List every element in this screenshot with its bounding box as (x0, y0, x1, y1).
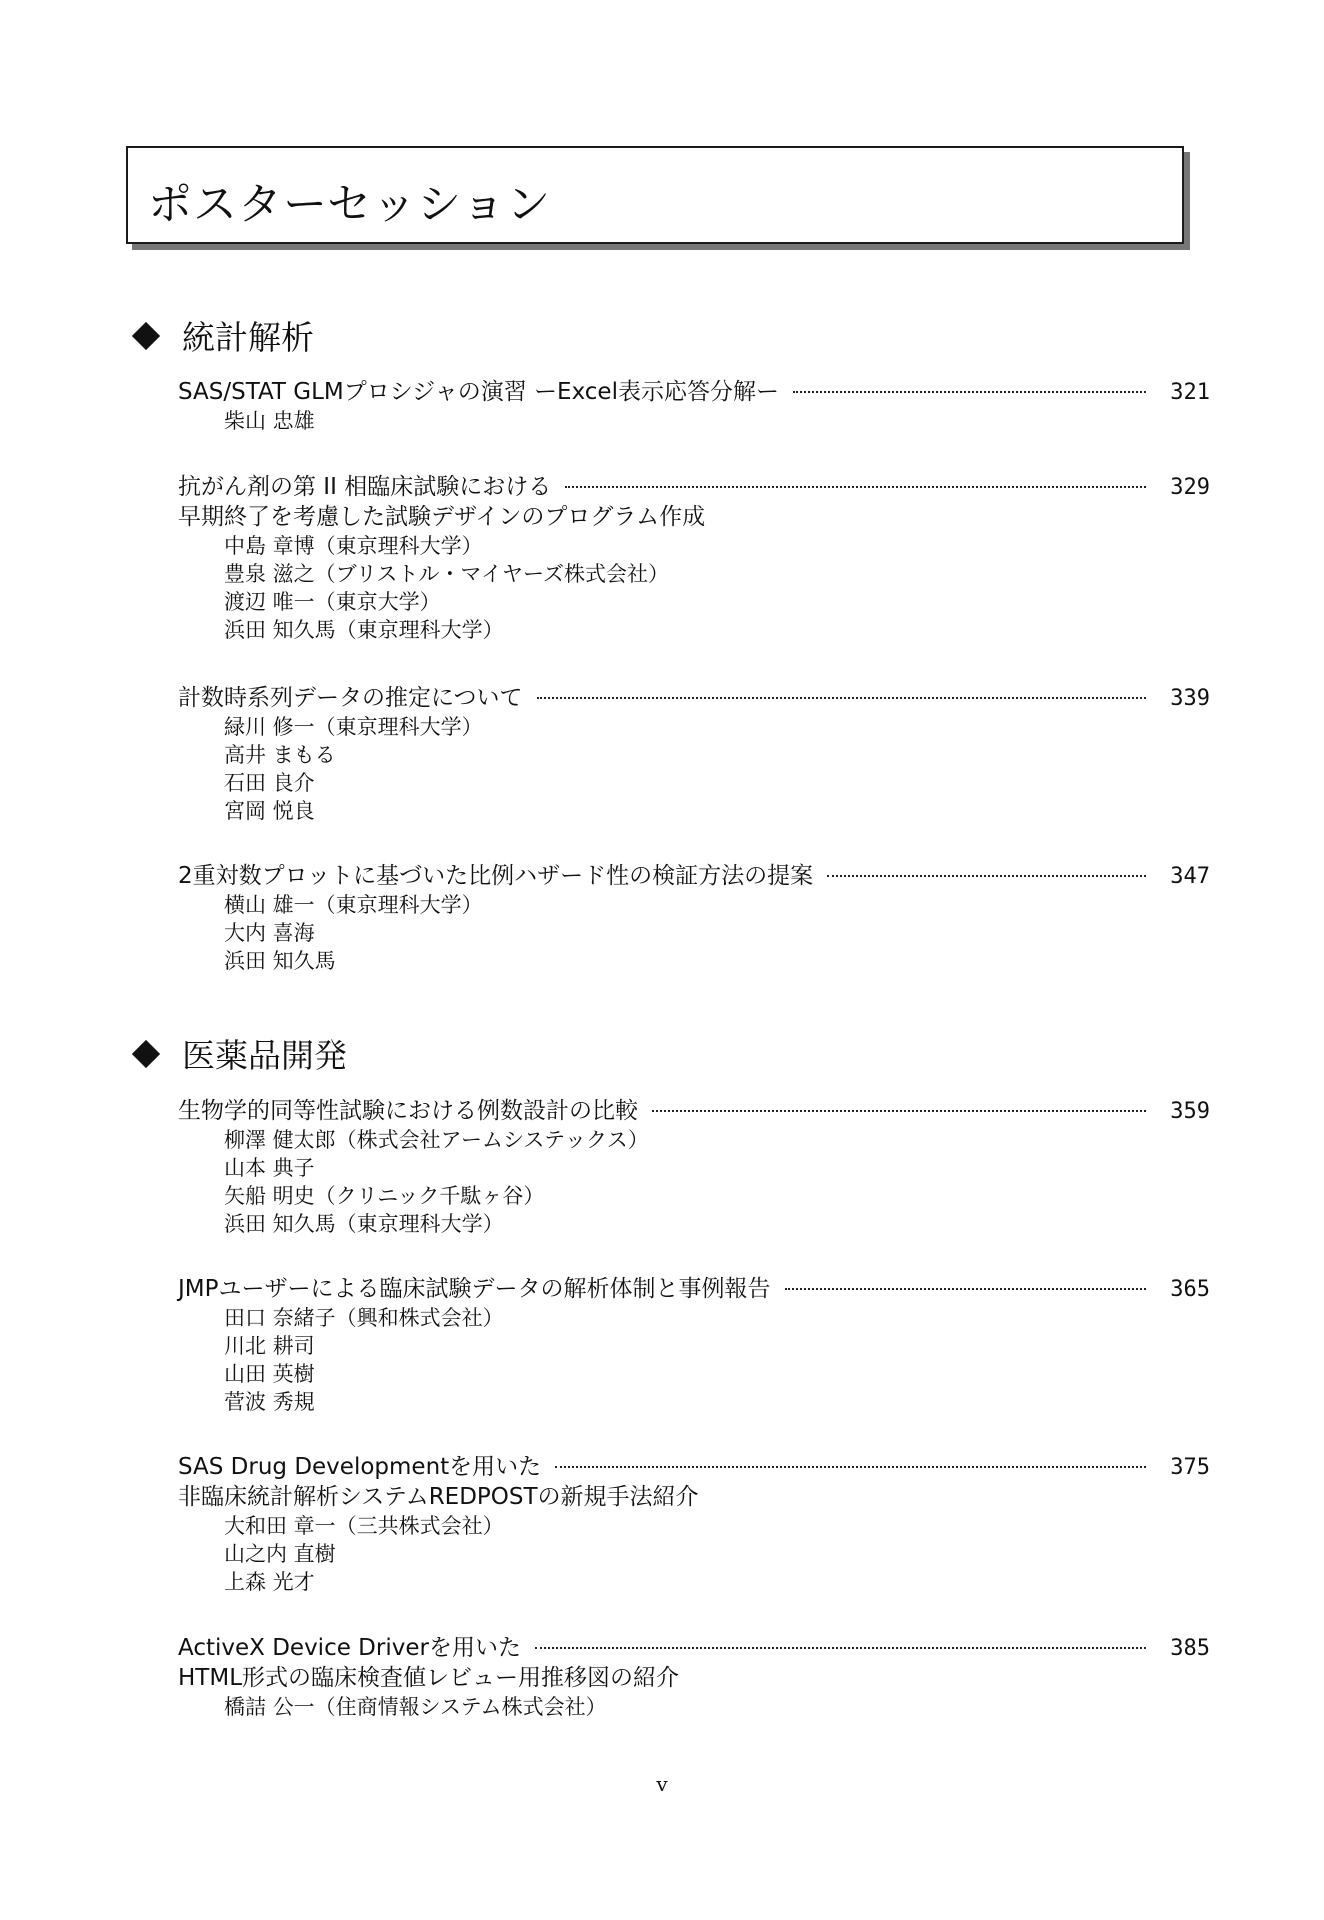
toc-entry-author: 浜田 知久馬 (224, 949, 336, 973)
section-heading-label: 医薬品開発 (182, 1036, 347, 1075)
toc-entry-page: 347 (1170, 864, 1210, 889)
toc-entry-author: 山本 典子 (224, 1156, 315, 1180)
toc-entry-author: 橋詰 公一（住商情報システム株式会社） (224, 1695, 607, 1719)
toc-entry-page: 339 (1170, 686, 1210, 711)
dot-leader (555, 1466, 1146, 1468)
toc-entry[interactable] (178, 683, 1210, 825)
toc-entry[interactable] (178, 1452, 1210, 1596)
toc-entry-title: 生物学的同等性試験における例数設計の比較 (178, 1098, 638, 1124)
dot-leader (652, 1110, 1146, 1112)
toc-entry-title-line (178, 861, 1210, 891)
toc-entry-author: 矢船 明史（クリニック千駄ヶ谷） (224, 1184, 545, 1208)
toc-entry-title-line-2 (178, 1482, 1210, 1512)
toc-entry-author: 横山 雄一（東京理科大学） (224, 893, 483, 917)
toc-entry-title: ActiveX Device Driverを用いた (178, 1635, 521, 1661)
toc-entry-title: JMPユーザーによる臨床試験データの解析体制と事例報告 (178, 1276, 771, 1302)
dot-leader (793, 391, 1146, 393)
toc-entry-title-line (178, 683, 1210, 713)
dot-leader (785, 1288, 1147, 1290)
toc-entry[interactable] (178, 1274, 1210, 1416)
toc-entry-title: SAS Drug Developmentを用いた (178, 1454, 542, 1480)
toc-entry-title-continued: 早期終了を考慮した試験デザインのプログラム作成 (178, 504, 706, 530)
toc-entry-title-line-2 (178, 1663, 1210, 1693)
page-title: ポスターセッション (148, 179, 552, 230)
section-heading-statistics (130, 312, 314, 359)
toc-entry-author: 上森 光才 (224, 1570, 315, 1594)
toc-entry-author: 山田 英樹 (224, 1362, 315, 1386)
toc-entry-title: 2重対数プロットに基づいた比例ハザード性の検証方法の提案 (178, 863, 814, 889)
toc-entry-title-line (178, 1096, 1210, 1126)
toc-entry-title-line (178, 1633, 1210, 1663)
toc-entry-page: 321 (1170, 380, 1210, 405)
toc-entry-page: 359 (1170, 1099, 1210, 1124)
toc-entry-author: 大内 喜海 (224, 921, 315, 945)
dot-leader (565, 486, 1146, 488)
section-heading-label: 統計解析 (182, 318, 314, 357)
section-heading-drug-development (130, 1030, 347, 1077)
dot-leader (535, 1647, 1146, 1649)
toc-entry-title-line (178, 1274, 1210, 1304)
toc-entry-author: 浜田 知久馬（東京理科大学） (224, 618, 504, 642)
toc-entry-title-line (178, 377, 1210, 407)
toc-entry[interactable] (178, 472, 1210, 644)
toc-entry-author: 緑川 修一（東京理科大学） (224, 715, 483, 739)
toc-entry-author: 菅波 秀規 (224, 1390, 315, 1414)
toc-entry-author: 浜田 知久馬（東京理科大学） (224, 1212, 504, 1236)
toc-entry-page: 375 (1170, 1455, 1210, 1480)
section-title-box (126, 146, 1184, 244)
toc-entry-author: 渡辺 唯一（東京大学） (224, 590, 441, 614)
toc-entry-title: 抗がん剤の第 II 相臨床試験における (178, 474, 552, 500)
toc-entry-author: 高井 まもる (224, 743, 336, 767)
diamond-bullet-icon (132, 321, 160, 349)
toc-entry-title-line (178, 472, 1210, 502)
toc-entry-author: 山之内 直樹 (224, 1542, 336, 1566)
diamond-bullet-icon (132, 1039, 160, 1067)
dot-leader (827, 875, 1146, 877)
toc-entry-author: 宮岡 悦良 (224, 799, 315, 823)
toc-entry-author: 柳澤 健太郎（株式会社アームシステックス） (224, 1128, 649, 1152)
toc-entry-author: 豊泉 滋之（ブリストル・マイヤーズ株式会社） (224, 562, 669, 586)
toc-entry[interactable] (178, 1096, 1210, 1238)
toc-entry[interactable] (178, 377, 1210, 435)
toc-entry-page: 365 (1170, 1277, 1210, 1302)
toc-entry-title-continued: HTML形式の臨床検査値レビュー用推移図の紹介 (178, 1665, 680, 1691)
toc-entry-title: SAS/STAT GLMプロシジャの演習 ーExcel表示応答分解ー (178, 379, 779, 405)
toc-entry-title: 計数時系列データの推定について (178, 685, 523, 711)
toc-entry-title-continued: 非臨床統計解析システムREDPOSTの新規手法紹介 (178, 1484, 699, 1510)
page-number-footer: v (656, 1772, 668, 1796)
toc-entry-author: 川北 耕司 (224, 1334, 315, 1358)
toc-entry-author: 石田 良介 (224, 771, 315, 795)
toc-entry-page: 385 (1170, 1636, 1210, 1661)
toc-entry[interactable] (178, 1633, 1210, 1721)
toc-entry-author: 中島 章博（東京理科大学） (224, 534, 483, 558)
toc-entry-title-line-2 (178, 502, 1210, 532)
toc-entry-author: 柴山 忠雄 (224, 409, 315, 433)
toc-entry[interactable] (178, 861, 1210, 975)
toc-entry-page: 329 (1170, 475, 1210, 500)
toc-entry-author: 大和田 章一（三共株式会社） (224, 1514, 504, 1538)
dot-leader (537, 697, 1146, 699)
toc-entry-author: 田口 奈緒子（興和株式会社） (224, 1306, 504, 1330)
toc-entry-title-line (178, 1452, 1210, 1482)
